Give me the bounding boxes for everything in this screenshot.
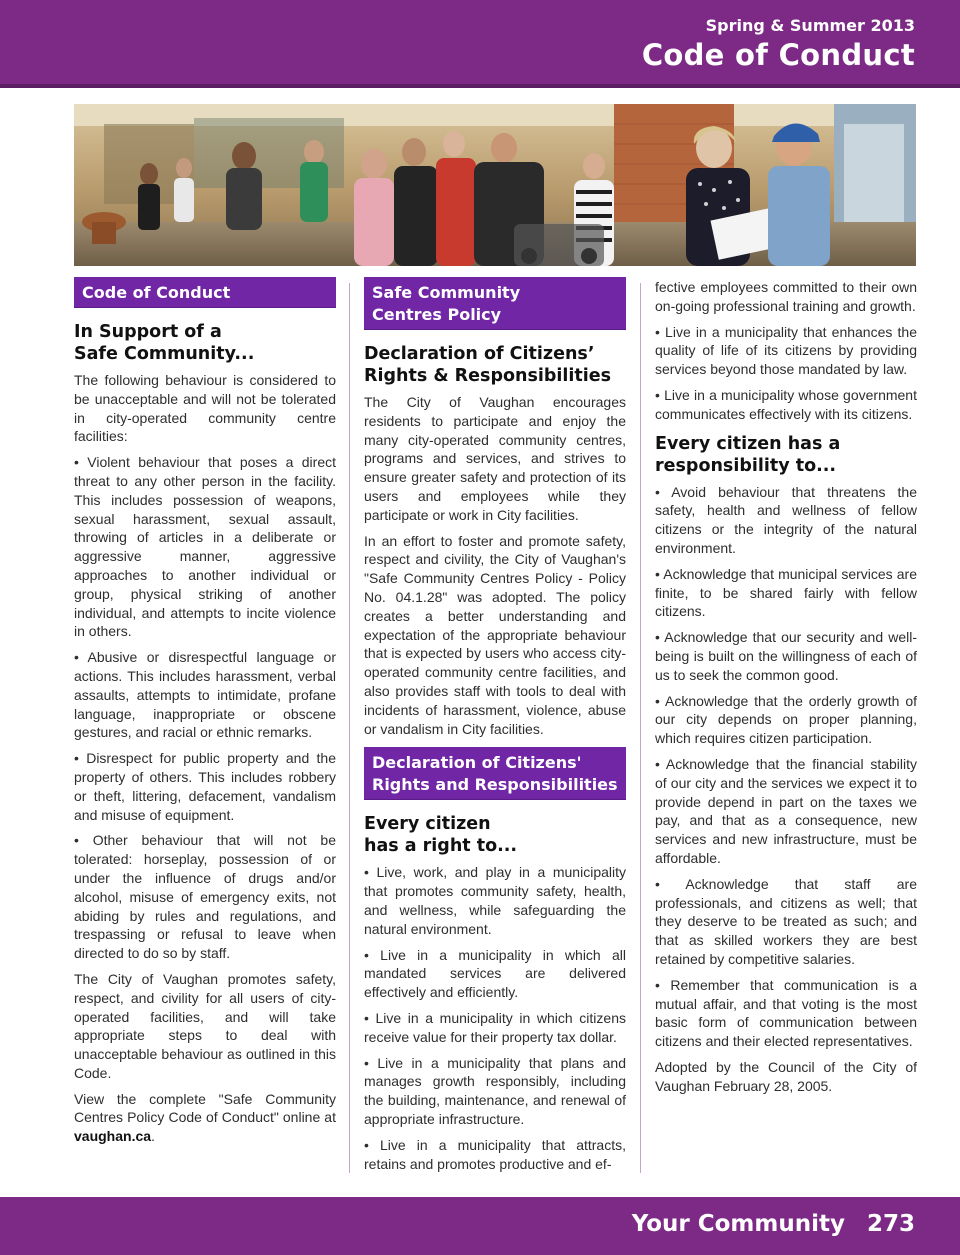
section-bar-text: Safe Community (372, 283, 521, 302)
section-bar-text: Centres Policy (372, 305, 502, 324)
heading-line: Every citizen (364, 814, 491, 835)
list-item: • Acknowledge that the orderly growth of our city depends on proper planning, which requires citizen participation. (655, 692, 917, 747)
page-title: Code of Conduct (641, 38, 915, 72)
promotes-paragraph: The City of Vaughan promotes safety, respect, and civility for all users of city-operated facilities, and will take appropriate steps to deal with unacceptable behaviour as outlined in this Code. (74, 970, 336, 1081)
list-item: • Remember that communication is a mutual affair, and that voting is the most basic form of communication between citizens and their elected representatives. (655, 976, 917, 1050)
heading-line: Every citizen has a (655, 433, 841, 454)
section-bar-text: Declaration of Citizens' (372, 753, 582, 773)
page-number: 273 (866, 1211, 915, 1237)
list-item: • Live in a municipality in which all mandated services are delivered effectively and efficiently. (364, 946, 626, 1001)
heading-declaration (364, 343, 626, 387)
column-code-of-conduct (74, 277, 336, 1153)
column-policy (364, 277, 626, 1180)
list-item: • Live in a municipality that attracts, retains and promotes productive and ef- (364, 1136, 626, 1172)
page-header (0, 0, 960, 88)
list-item: • Acknowledge that staff are professionals, and citizens as well; that they deserve to be treated as such; and that as skilled workers they are best retained by competitive salaries. (655, 875, 917, 967)
list-item: • Acknowledge that municipal services are finite, to be shared fairly with fellow citizens. (655, 565, 917, 620)
list-item: • Acknowledge that our security and well-being is built on the willingness of each of us to seek the common good. (655, 629, 917, 683)
list-item: • Avoid behaviour that threatens the safety, health and wellness of fellow citizens or the integrity of the natural environment. (655, 483, 917, 556)
section-bar-safe-community-policy (364, 277, 626, 330)
footer-section-label: Your Community (631, 1211, 845, 1237)
list-item: • Live in a municipality whose government communicates effectively with its citizens. (655, 386, 917, 422)
policy-paragraph-2: In an effort to foster and promote safety, respect and civility, the City of Vaughan's "Safe Community Centres Policy - Policy No. 04.1.28" was adopted. The policy creates a better understanding and expectation of the appropriate behaviour that is expected by users who access city-operated community centre facilities, and also provides staff with tools to deal with incidents of harassment, violence, abuse or vandalism in City facilities. (364, 532, 626, 737)
vaughan-link[interactable]: vaughan.ca (74, 1128, 152, 1145)
heading-line: has a right to... (364, 836, 518, 857)
heading-line: Declaration of Citizens’ (364, 344, 595, 364)
list-item: • Violent behaviour that poses a direct threat to any other person in the facility. This includes possession of weapons, sexual harassment, sexual assault, throwing of articles in a deliberate or aggressive manner, aggressive approaches to another individual or group, physical striking of another individual, and attempts to incite violence in others. (74, 454, 336, 640)
view-online-text: View the complete "Safe Community Centres Policy Code of Conduct" online at (74, 1090, 336, 1126)
season-label: Spring & Summer 2013 (705, 16, 915, 35)
section-bar-text: Code of Conduct (82, 283, 231, 302)
list-item: • Live in a municipality that enhances the quality of life of its citizens by providing services beyond those mandated by law. (655, 323, 917, 378)
column-responsibilities (655, 278, 917, 1102)
list-item: • Abusive or disrespectful language or actions. This includes harassment, verbal assaults, attempts to intimidate, profane language, inappropriate or obscene gestures, and racial or ethnic remarks. (74, 649, 336, 741)
list-item: • Live in a municipality in which citizens receive value for their property tax dollar. (364, 1009, 626, 1045)
heading-line: Rights & Responsibilities (364, 366, 612, 386)
column-divider-1 (349, 283, 350, 1173)
list-item: • Other behaviour that will not be tolerated: horseplay, possession of or under the influence of drugs and/or alcohol, misuse of emergency exits, not abiding by rules and regulations, and trespassing or refusal to leave when directed to do so by staff. (74, 832, 336, 962)
view-online-paragraph (74, 1090, 336, 1146)
period: . (151, 1128, 155, 1145)
heading-right-to (364, 813, 626, 857)
section-bar-code-of-conduct (74, 277, 336, 308)
column-divider-2 (640, 283, 641, 1173)
list-item: • Disrespect for public property and the property of others. This includes robbery or theft, littering, defacement, vandalism and misuse of equipment. (74, 750, 336, 823)
page-footer (0, 1197, 960, 1255)
list-item: • Acknowledge that the financial stability of our city and the services we expect it to provide depend in part on the taxes we pay, and that as a consequence, new services and new infrastructure, must be affordable. (655, 755, 917, 866)
list-item: • Live, work, and play in a municipality that promotes community safety, health, and wellness, while safeguarding the natural environment. (364, 864, 626, 937)
intro-paragraph: The following behaviour is considered to be unacceptable and will not be tolerated in city-operated community centre facilities: (74, 372, 336, 445)
heading-line: In Support of a (74, 322, 222, 342)
section-bar-text: Rights and Responsibilities (372, 775, 618, 795)
continued-paragraph: fective employees committed to their own on-going professional training and growth. (655, 279, 917, 314)
policy-paragraph-1: The City of Vaughan encourages residents to participate and enjoy the many city-operated community centres, programs and services, and strives to ensure greater safety and protection of its users and employees while they participate or work in City facilities. (364, 394, 626, 523)
section-bar-declaration (364, 747, 626, 800)
heading-safe-community (74, 321, 336, 365)
heading-line: Safe Community... (74, 344, 255, 364)
community-centre-photo (74, 104, 916, 266)
heading-line: responsibility to... (655, 455, 837, 476)
list-item: • Live in a municipality that plans and manages growth responsibly, including the building, maintenance, and renewal of appropriate infrastructure. (364, 1054, 626, 1127)
heading-responsibility-to (655, 433, 917, 477)
adopted-paragraph: Adopted by the Council of the City of Vaughan February 28, 2005. (655, 1058, 917, 1094)
